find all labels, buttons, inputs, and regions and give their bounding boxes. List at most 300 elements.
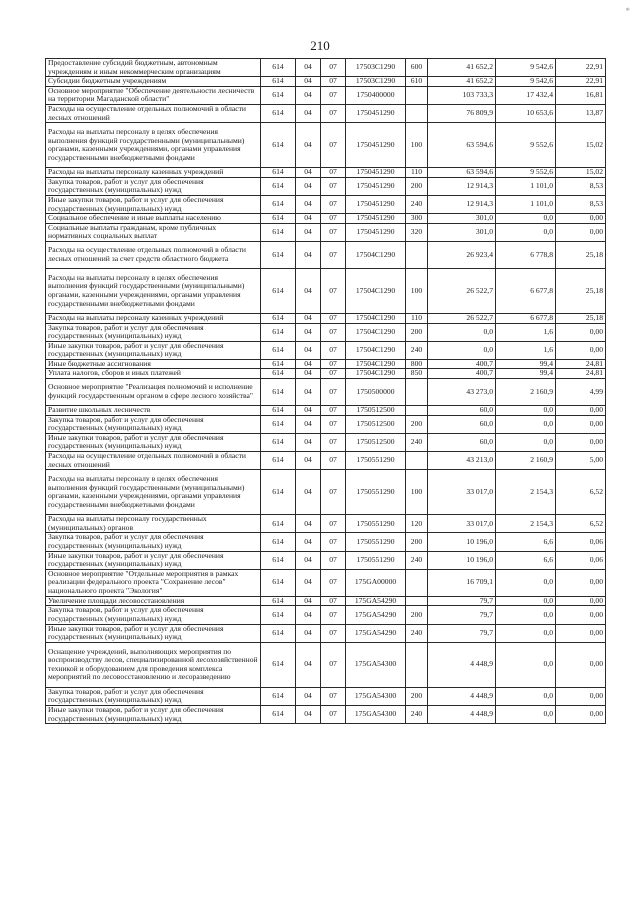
row-expense-type: 200 bbox=[406, 177, 428, 195]
row-grbs-code: 614 bbox=[261, 533, 296, 551]
table-row bbox=[46, 406, 606, 416]
row-percent: 0,00 bbox=[556, 606, 606, 624]
row-grbs-code: 614 bbox=[261, 470, 296, 515]
row-percent: 15,02 bbox=[556, 123, 606, 168]
row-section-code: 04 bbox=[296, 470, 321, 515]
row-grbs-code: 614 bbox=[261, 341, 296, 359]
row-expense-type: 200 bbox=[406, 415, 428, 433]
row-subsection-code: 07 bbox=[321, 379, 346, 406]
row-name: Закупка товаров, работ и услуг для обеспечения государственных (муниципальных) нужд bbox=[46, 606, 261, 624]
row-name: Закупка товаров, работ и услуг для обеспечения государственных (муниципальных) нужд bbox=[46, 177, 261, 195]
row-name: Иные закупки товаров, работ и услуг для обеспечения государственных (муниципальных) нужд bbox=[46, 433, 261, 451]
row-grbs-code: 614 bbox=[261, 214, 296, 224]
row-target-article: 175GA54290 bbox=[346, 596, 406, 606]
row-percent: 6,52 bbox=[556, 470, 606, 515]
row-target-article: 1750551290 bbox=[346, 515, 406, 533]
row-plan-amount: 43 213,0 bbox=[428, 452, 496, 470]
row-percent: 16,81 bbox=[556, 86, 606, 104]
row-actual-amount: 1,6 bbox=[496, 341, 556, 359]
row-grbs-code: 614 bbox=[261, 369, 296, 379]
table-row bbox=[46, 168, 606, 178]
row-name: Расходы на выплаты персоналу в целях обеспечения выполнения функций государственными (муниципальными) органами, казенными учреждениями, органами управления государственными внебюджетными фондами bbox=[46, 268, 261, 313]
row-expense-type: 100 bbox=[406, 470, 428, 515]
table-row bbox=[46, 86, 606, 104]
row-percent: 5,00 bbox=[556, 452, 606, 470]
row-target-article: 1750451290 bbox=[346, 104, 406, 122]
row-name: Основное мероприятие "Отдельные мероприятия в рамках реализации федерального проекта "Сохранение лесов" национального проекта "Экология" bbox=[46, 569, 261, 596]
row-plan-amount: 4 448,9 bbox=[428, 687, 496, 705]
row-expense-type: 200 bbox=[406, 606, 428, 624]
row-name: Закупка товаров, работ и услуг для обеспечения государственных (муниципальных) нужд bbox=[46, 533, 261, 551]
row-plan-amount: 301,0 bbox=[428, 223, 496, 241]
table-row bbox=[46, 268, 606, 313]
row-name: Увеличение площади лесовосстановления bbox=[46, 596, 261, 606]
row-percent: 0,00 bbox=[556, 214, 606, 224]
row-name: Иные закупки товаров, работ и услуг для обеспечения государственных (муниципальных) нужд bbox=[46, 551, 261, 569]
row-grbs-code: 614 bbox=[261, 596, 296, 606]
table-row bbox=[46, 241, 606, 268]
row-grbs-code: 614 bbox=[261, 313, 296, 323]
row-target-article: 1750451290 bbox=[346, 168, 406, 178]
row-section-code: 04 bbox=[296, 313, 321, 323]
row-plan-amount: 60,0 bbox=[428, 406, 496, 416]
row-section-code: 04 bbox=[296, 596, 321, 606]
row-plan-amount: 400,7 bbox=[428, 359, 496, 369]
row-name: Закупка товаров, работ и услуг для обеспечения государственных (муниципальных) нужд bbox=[46, 687, 261, 705]
row-target-article: 1750500000 bbox=[346, 379, 406, 406]
row-subsection-code: 07 bbox=[321, 313, 346, 323]
row-section-code: 04 bbox=[296, 268, 321, 313]
row-target-article: 1750512500 bbox=[346, 433, 406, 451]
row-target-article: 1750451290 bbox=[346, 123, 406, 168]
row-name: Расходы на осуществление отдельных полномочий в области лесных отношений bbox=[46, 452, 261, 470]
row-expense-type: 200 bbox=[406, 533, 428, 551]
row-subsection-code: 07 bbox=[321, 624, 346, 642]
row-expense-type bbox=[406, 86, 428, 104]
row-actual-amount: 17 432,4 bbox=[496, 86, 556, 104]
row-expense-type: 120 bbox=[406, 515, 428, 533]
row-plan-amount: 0,0 bbox=[428, 341, 496, 359]
row-percent: 8,53 bbox=[556, 177, 606, 195]
row-section-code: 04 bbox=[296, 642, 321, 687]
table-row bbox=[46, 177, 606, 195]
row-expense-type: 610 bbox=[406, 77, 428, 87]
row-subsection-code: 07 bbox=[321, 177, 346, 195]
row-subsection-code: 07 bbox=[321, 341, 346, 359]
row-grbs-code: 614 bbox=[261, 551, 296, 569]
row-grbs-code: 614 bbox=[261, 268, 296, 313]
row-percent: 0,00 bbox=[556, 433, 606, 451]
row-percent: 0,00 bbox=[556, 341, 606, 359]
row-target-article: 1750451290 bbox=[346, 214, 406, 224]
row-target-article: 1750551290 bbox=[346, 533, 406, 551]
row-grbs-code: 614 bbox=[261, 59, 296, 77]
table-row bbox=[46, 705, 606, 723]
row-target-article: 175GA54300 bbox=[346, 705, 406, 723]
row-plan-amount: 43 273,0 bbox=[428, 379, 496, 406]
row-target-article: 1750551290 bbox=[346, 551, 406, 569]
row-subsection-code: 07 bbox=[321, 86, 346, 104]
row-percent: 22,91 bbox=[556, 77, 606, 87]
row-grbs-code: 614 bbox=[261, 642, 296, 687]
row-plan-amount: 400,7 bbox=[428, 369, 496, 379]
row-section-code: 04 bbox=[296, 223, 321, 241]
row-actual-amount: 0,0 bbox=[496, 642, 556, 687]
row-section-code: 04 bbox=[296, 59, 321, 77]
row-percent: 0,00 bbox=[556, 705, 606, 723]
row-plan-amount: 60,0 bbox=[428, 415, 496, 433]
row-plan-amount: 16 709,1 bbox=[428, 569, 496, 596]
row-percent: 0,00 bbox=[556, 406, 606, 416]
row-target-article: 175GA54300 bbox=[346, 642, 406, 687]
row-name: Расходы на осуществление отдельных полномочий в области лесных отношений за счет средств областного бюджета bbox=[46, 241, 261, 268]
row-subsection-code: 07 bbox=[321, 551, 346, 569]
corner-mark: * bbox=[625, 6, 630, 16]
row-grbs-code: 614 bbox=[261, 195, 296, 213]
budget-table bbox=[45, 58, 606, 724]
row-percent: 8,53 bbox=[556, 195, 606, 213]
row-actual-amount: 0,0 bbox=[496, 433, 556, 451]
row-plan-amount: 79,7 bbox=[428, 624, 496, 642]
row-subsection-code: 07 bbox=[321, 77, 346, 87]
row-name: Иные закупки товаров, работ и услуг для обеспечения государственных (муниципальных) нужд bbox=[46, 341, 261, 359]
row-plan-amount: 4 448,9 bbox=[428, 705, 496, 723]
table-row bbox=[46, 341, 606, 359]
row-actual-amount: 0,0 bbox=[496, 406, 556, 416]
row-percent: 22,91 bbox=[556, 59, 606, 77]
row-target-article: 1750451290 bbox=[346, 195, 406, 213]
row-grbs-code: 614 bbox=[261, 77, 296, 87]
row-name: Иные закупки товаров, работ и услуг для обеспечения государственных (муниципальных) нужд bbox=[46, 624, 261, 642]
row-section-code: 04 bbox=[296, 452, 321, 470]
row-expense-type: 240 bbox=[406, 433, 428, 451]
row-name: Основное мероприятие "Реализация полномочий и исполнение функций государственным органом в сфере лесного хозяйства" bbox=[46, 379, 261, 406]
row-section-code: 04 bbox=[296, 551, 321, 569]
row-percent: 0,00 bbox=[556, 596, 606, 606]
row-percent: 25,18 bbox=[556, 268, 606, 313]
table-row bbox=[46, 515, 606, 533]
row-plan-amount: 26 522,7 bbox=[428, 268, 496, 313]
row-expense-type bbox=[406, 642, 428, 687]
row-subsection-code: 07 bbox=[321, 104, 346, 122]
row-subsection-code: 07 bbox=[321, 606, 346, 624]
table-row bbox=[46, 642, 606, 687]
row-expense-type bbox=[406, 406, 428, 416]
row-actual-amount: 9 542,6 bbox=[496, 77, 556, 87]
row-target-article: 175GA00000 bbox=[346, 569, 406, 596]
row-percent: 6,52 bbox=[556, 515, 606, 533]
row-grbs-code: 614 bbox=[261, 323, 296, 341]
row-subsection-code: 07 bbox=[321, 223, 346, 241]
row-expense-type bbox=[406, 104, 428, 122]
row-subsection-code: 07 bbox=[321, 214, 346, 224]
row-actual-amount: 6,6 bbox=[496, 533, 556, 551]
row-subsection-code: 07 bbox=[321, 59, 346, 77]
row-name: Субсидии бюджетным учреждениям bbox=[46, 77, 261, 87]
row-subsection-code: 07 bbox=[321, 168, 346, 178]
row-section-code: 04 bbox=[296, 624, 321, 642]
table-row bbox=[46, 433, 606, 451]
row-section-code: 04 bbox=[296, 214, 321, 224]
table-row bbox=[46, 195, 606, 213]
budget-table-body bbox=[46, 59, 606, 724]
row-actual-amount: 0,0 bbox=[496, 705, 556, 723]
table-row bbox=[46, 687, 606, 705]
row-percent: 4,99 bbox=[556, 379, 606, 406]
row-target-article: 17504С1290 bbox=[346, 323, 406, 341]
table-row bbox=[46, 379, 606, 406]
row-subsection-code: 07 bbox=[321, 642, 346, 687]
row-grbs-code: 614 bbox=[261, 606, 296, 624]
row-grbs-code: 614 bbox=[261, 415, 296, 433]
row-plan-amount: 63 594,6 bbox=[428, 168, 496, 178]
row-subsection-code: 07 bbox=[321, 241, 346, 268]
row-section-code: 04 bbox=[296, 359, 321, 369]
row-grbs-code: 614 bbox=[261, 104, 296, 122]
row-name: Расходы на выплаты персоналу в целях обеспечения выполнения функций государственными (муниципальными) органами, казенными учреждениями, органами управления государственными внебюджетными фондами bbox=[46, 470, 261, 515]
row-actual-amount: 6 778,8 bbox=[496, 241, 556, 268]
row-name: Предоставление субсидий бюджетным, автономным учреждениям и иным некоммерческим организациям bbox=[46, 59, 261, 77]
table-row bbox=[46, 569, 606, 596]
row-actual-amount: 0,0 bbox=[496, 596, 556, 606]
row-target-article: 17504С1290 bbox=[346, 359, 406, 369]
row-name: Закупка товаров, работ и услуг для обеспечения государственных (муниципальных) нужд bbox=[46, 323, 261, 341]
row-section-code: 04 bbox=[296, 687, 321, 705]
row-section-code: 04 bbox=[296, 123, 321, 168]
row-section-code: 04 bbox=[296, 433, 321, 451]
row-plan-amount: 79,7 bbox=[428, 606, 496, 624]
row-actual-amount: 2 160,9 bbox=[496, 379, 556, 406]
row-percent: 24,81 bbox=[556, 359, 606, 369]
row-expense-type: 800 bbox=[406, 359, 428, 369]
row-plan-amount: 26 923,4 bbox=[428, 241, 496, 268]
row-name: Иные бюджетные ассигнования bbox=[46, 359, 261, 369]
row-section-code: 04 bbox=[296, 569, 321, 596]
row-section-code: 04 bbox=[296, 241, 321, 268]
row-expense-type bbox=[406, 452, 428, 470]
row-target-article: 1750451290 bbox=[346, 177, 406, 195]
table-row bbox=[46, 596, 606, 606]
row-grbs-code: 614 bbox=[261, 359, 296, 369]
row-subsection-code: 07 bbox=[321, 195, 346, 213]
row-percent: 24,81 bbox=[556, 369, 606, 379]
row-expense-type: 110 bbox=[406, 313, 428, 323]
row-expense-type: 240 bbox=[406, 341, 428, 359]
row-plan-amount: 4 448,9 bbox=[428, 642, 496, 687]
row-plan-amount: 0,0 bbox=[428, 323, 496, 341]
row-name: Иные закупки товаров, работ и услуг для обеспечения государственных (муниципальных) нужд bbox=[46, 195, 261, 213]
table-row bbox=[46, 369, 606, 379]
row-subsection-code: 07 bbox=[321, 569, 346, 596]
row-section-code: 04 bbox=[296, 77, 321, 87]
row-plan-amount: 79,7 bbox=[428, 596, 496, 606]
row-grbs-code: 614 bbox=[261, 168, 296, 178]
row-section-code: 04 bbox=[296, 104, 321, 122]
table-row bbox=[46, 104, 606, 122]
row-section-code: 04 bbox=[296, 86, 321, 104]
row-actual-amount: 1 101,0 bbox=[496, 195, 556, 213]
table-row bbox=[46, 313, 606, 323]
row-subsection-code: 07 bbox=[321, 406, 346, 416]
table-row bbox=[46, 606, 606, 624]
row-target-article: 1750451290 bbox=[346, 223, 406, 241]
row-percent: 15,02 bbox=[556, 168, 606, 178]
row-plan-amount: 26 522,7 bbox=[428, 313, 496, 323]
row-grbs-code: 614 bbox=[261, 86, 296, 104]
row-name: Расходы на выплаты персоналу в целях обеспечения выполнения функций государственными (муниципальными) органами, казенными учреждениями, органами управления государственными внебюджетными фондами bbox=[46, 123, 261, 168]
row-actual-amount: 9 552,6 bbox=[496, 123, 556, 168]
row-grbs-code: 614 bbox=[261, 624, 296, 642]
row-actual-amount: 0,0 bbox=[496, 415, 556, 433]
row-subsection-code: 07 bbox=[321, 533, 346, 551]
row-section-code: 04 bbox=[296, 177, 321, 195]
row-plan-amount: 76 809,9 bbox=[428, 104, 496, 122]
row-target-article: 175GA54300 bbox=[346, 687, 406, 705]
row-expense-type: 320 bbox=[406, 223, 428, 241]
row-subsection-code: 07 bbox=[321, 323, 346, 341]
row-subsection-code: 07 bbox=[321, 415, 346, 433]
row-grbs-code: 614 bbox=[261, 379, 296, 406]
row-percent: 0,00 bbox=[556, 323, 606, 341]
row-name: Оснащение учреждений, выполняющих мероприятия по воспроизводству лесов, специализированной лесохозяйственной техникой и оборудованием для проведения комплекса мероприятий по лесовосстановлению и лесоразведению bbox=[46, 642, 261, 687]
row-expense-type: 110 bbox=[406, 168, 428, 178]
row-expense-type: 240 bbox=[406, 624, 428, 642]
row-subsection-code: 07 bbox=[321, 515, 346, 533]
row-plan-amount: 12 914,3 bbox=[428, 195, 496, 213]
table-row bbox=[46, 452, 606, 470]
row-target-article: 17503C1290 bbox=[346, 59, 406, 77]
table-row bbox=[46, 123, 606, 168]
row-name: Расходы на выплаты персоналу казенных учреждений bbox=[46, 168, 261, 178]
row-target-article: 1750400000 bbox=[346, 86, 406, 104]
row-actual-amount: 9 552,6 bbox=[496, 168, 556, 178]
row-actual-amount: 6,6 bbox=[496, 551, 556, 569]
row-name: Социальное обеспечение и иные выплаты населению bbox=[46, 214, 261, 224]
row-target-article: 175GA54290 bbox=[346, 606, 406, 624]
row-subsection-code: 07 bbox=[321, 705, 346, 723]
row-actual-amount: 0,0 bbox=[496, 223, 556, 241]
row-target-article: 17504С1290 bbox=[346, 313, 406, 323]
row-grbs-code: 614 bbox=[261, 123, 296, 168]
row-section-code: 04 bbox=[296, 515, 321, 533]
row-subsection-code: 07 bbox=[321, 470, 346, 515]
row-percent: 0,00 bbox=[556, 223, 606, 241]
row-section-code: 04 bbox=[296, 369, 321, 379]
row-section-code: 04 bbox=[296, 406, 321, 416]
row-actual-amount: 0,0 bbox=[496, 569, 556, 596]
row-expense-type bbox=[406, 596, 428, 606]
row-plan-amount: 12 914,3 bbox=[428, 177, 496, 195]
row-plan-amount: 301,0 bbox=[428, 214, 496, 224]
row-target-article: 1750512500 bbox=[346, 415, 406, 433]
page-number: 210 bbox=[310, 38, 330, 53]
table-row bbox=[46, 223, 606, 241]
row-section-code: 04 bbox=[296, 705, 321, 723]
row-actual-amount: 6 677,8 bbox=[496, 313, 556, 323]
row-grbs-code: 614 bbox=[261, 406, 296, 416]
row-actual-amount: 2 160,9 bbox=[496, 452, 556, 470]
row-actual-amount: 0,0 bbox=[496, 214, 556, 224]
row-grbs-code: 614 bbox=[261, 241, 296, 268]
row-actual-amount: 0,0 bbox=[496, 606, 556, 624]
row-expense-type: 850 bbox=[406, 369, 428, 379]
row-percent: 25,18 bbox=[556, 313, 606, 323]
table-row bbox=[46, 77, 606, 87]
row-target-article: 17504С1290 bbox=[346, 341, 406, 359]
row-plan-amount: 33 017,0 bbox=[428, 470, 496, 515]
row-section-code: 04 bbox=[296, 168, 321, 178]
row-plan-amount: 103 733,3 bbox=[428, 86, 496, 104]
table-row bbox=[46, 59, 606, 77]
row-expense-type: 300 bbox=[406, 214, 428, 224]
row-target-article: 17504С1290 bbox=[346, 369, 406, 379]
table-row bbox=[46, 359, 606, 369]
row-grbs-code: 614 bbox=[261, 569, 296, 596]
row-name: Уплата налогов, сборов и иных платежей bbox=[46, 369, 261, 379]
row-subsection-code: 07 bbox=[321, 433, 346, 451]
row-expense-type bbox=[406, 569, 428, 596]
table-row bbox=[46, 533, 606, 551]
row-name: Расходы на осуществление отдельных полномочий в области лесных отношений bbox=[46, 104, 261, 122]
row-subsection-code: 07 bbox=[321, 123, 346, 168]
row-percent: 0,00 bbox=[556, 642, 606, 687]
row-section-code: 04 bbox=[296, 341, 321, 359]
row-section-code: 04 bbox=[296, 323, 321, 341]
row-target-article: 1750551290 bbox=[346, 470, 406, 515]
row-percent: 0,00 bbox=[556, 687, 606, 705]
row-expense-type: 100 bbox=[406, 123, 428, 168]
row-name: Расходы на выплаты персоналу казенных учреждений bbox=[46, 313, 261, 323]
row-expense-type: 240 bbox=[406, 551, 428, 569]
row-target-article: 17503C1290 bbox=[346, 77, 406, 87]
row-expense-type: 600 bbox=[406, 59, 428, 77]
row-grbs-code: 614 bbox=[261, 223, 296, 241]
row-actual-amount: 0,0 bbox=[496, 624, 556, 642]
row-percent: 25,18 bbox=[556, 241, 606, 268]
row-grbs-code: 614 bbox=[261, 452, 296, 470]
row-subsection-code: 07 bbox=[321, 359, 346, 369]
row-name: Иные закупки товаров, работ и услуг для обеспечения государственных (муниципальных) нужд bbox=[46, 705, 261, 723]
row-percent: 0,06 bbox=[556, 533, 606, 551]
table-row bbox=[46, 323, 606, 341]
row-percent: 0,06 bbox=[556, 551, 606, 569]
row-plan-amount: 33 017,0 bbox=[428, 515, 496, 533]
row-actual-amount: 6 677,8 bbox=[496, 268, 556, 313]
row-actual-amount: 0,0 bbox=[496, 687, 556, 705]
row-plan-amount: 41 652,2 bbox=[428, 77, 496, 87]
row-expense-type: 240 bbox=[406, 705, 428, 723]
table-row bbox=[46, 415, 606, 433]
row-plan-amount: 60,0 bbox=[428, 433, 496, 451]
row-section-code: 04 bbox=[296, 606, 321, 624]
row-target-article: 17504С1290 bbox=[346, 241, 406, 268]
row-percent: 0,00 bbox=[556, 569, 606, 596]
row-percent: 0,00 bbox=[556, 415, 606, 433]
row-name: Социальные выплаты гражданам, кроме публичных нормативных социальных выплат bbox=[46, 223, 261, 241]
row-name: Закупка товаров, работ и услуг для обеспечения государственных (муниципальных) нужд bbox=[46, 415, 261, 433]
row-expense-type: 200 bbox=[406, 323, 428, 341]
row-actual-amount: 2 154,3 bbox=[496, 470, 556, 515]
row-percent: 0,00 bbox=[556, 624, 606, 642]
row-grbs-code: 614 bbox=[261, 705, 296, 723]
table-row bbox=[46, 214, 606, 224]
row-expense-type: 240 bbox=[406, 195, 428, 213]
row-actual-amount: 99,4 bbox=[496, 369, 556, 379]
row-grbs-code: 614 bbox=[261, 433, 296, 451]
row-actual-amount: 9 542,6 bbox=[496, 59, 556, 77]
row-name: Основное мероприятие "Обеспечение деятельности лесничеств на территории Магаданской области" bbox=[46, 86, 261, 104]
row-expense-type bbox=[406, 379, 428, 406]
